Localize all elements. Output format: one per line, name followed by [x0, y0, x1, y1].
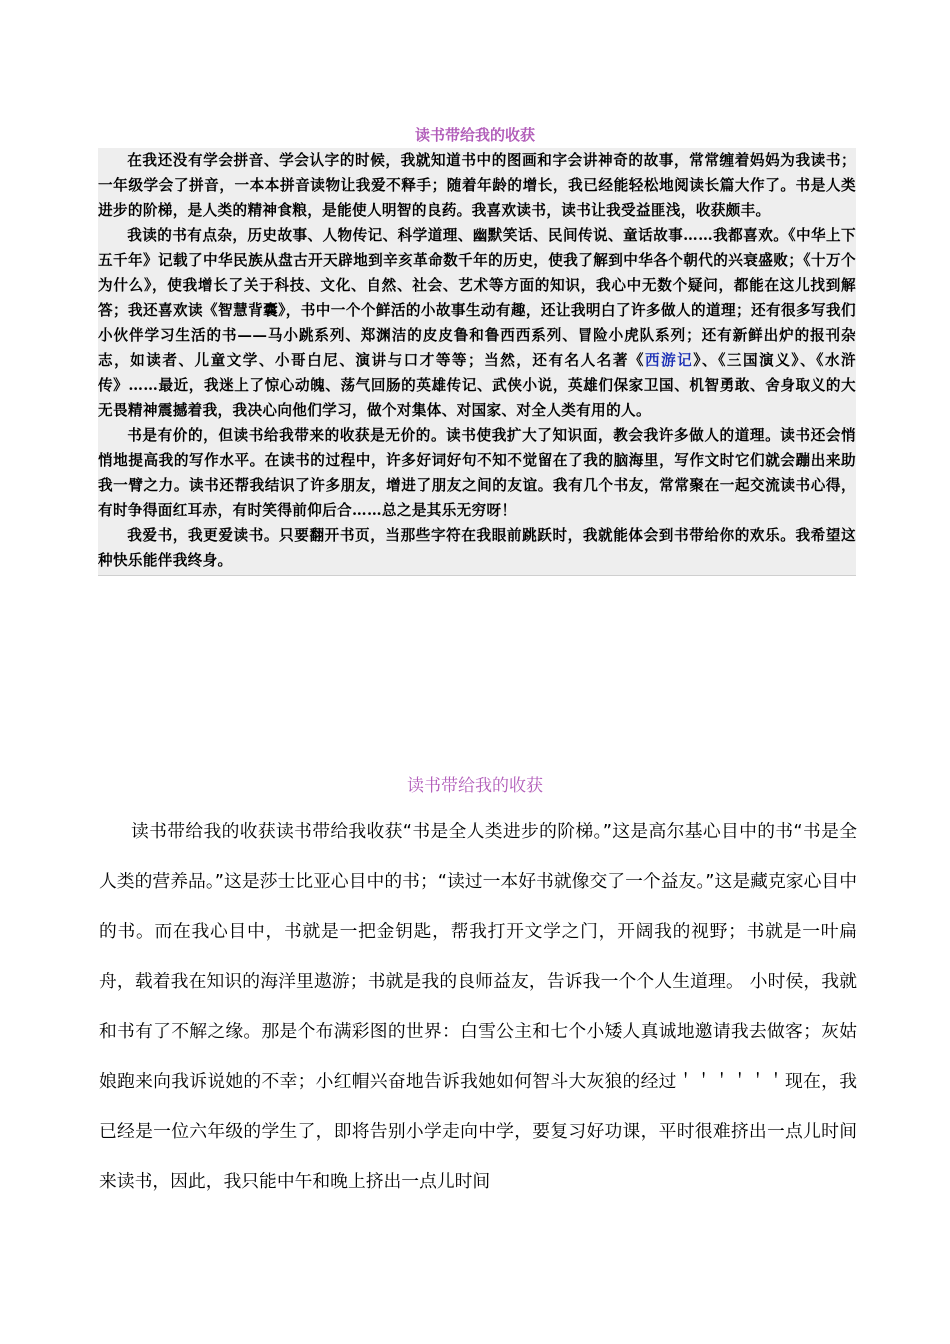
article-1-paragraph-2 — [98, 223, 856, 423]
article-2-title: 读书带给我的收获 — [407, 776, 543, 796]
article-1-p2-before-link: 我读的书有点杂，历史故事、人物传记、科学道理、幽默笑话、民间传说、童话故事……我都喜欢。《中华上下五千年》记载了中华民族从盘古开天辟地到辛亥革命数千年的历史，使我了解到中华各个朝代的兴衰盛败；《十万个为什么》，使我增长了关于科技、文化、自然、社会、艺术等方面的知识，我心中无数个疑问，都能在这儿找到解答；我还喜欢读《智慧背囊》，书中一个个鲜活的小故事生动有趣，还让我明白了许多做人的道理；还有很多写我们小伙伴学习生活的书——马小跳系列、郑渊洁的皮皮鲁和鲁西西系列、冒险小虎队系列；还有新鲜出炉的报刊杂志，如读者、儿童文学、小哥白尼、演讲与口才等等；当然，还有名人名著《 — [98, 227, 856, 369]
article-1-p2-after-link: 》、《三国演义》、《水浒传》……最近，我迷上了惊心动魄、荡气回肠的英雄传记、武侠小说，英雄们保家卫国、机智勇敢、舍身取义的大无畏精神震撼着我，我决心向他们学习，做个对集体、对国家、对全人类有用的人。 — [98, 352, 856, 419]
xiyouji-link[interactable]: 西游记 — [645, 352, 694, 369]
article-2-paragraph: 读书带给我的收获读书带给我收获“书是全人类进步的阶梯。”这是高尔基心目中的书“书是全人类的营养品。”这是莎士比亚心目中的书；“读过一本好书就像交了一个益友。”这是藏克家心目中的书。而在我心目中，书就是一把金钥匙，帮我打开文学之门，开阔我的视野；书就是一叶扁舟，载着我在知识的海洋里遨游；书就是我的良师益友，告诉我一个个人生道理。 小时侯，我就和书有了不解之缘。那是个布满彩图的世界：白雪公主和七个小矮人真诚地邀请我去做客；灰姑娘跑来向我诉说她的不幸；小红帽兴奋地告诉我她如何智斗大灰狼的经过＇＇＇＇＇＇现在，我已经是一位六年级的学生了，即将告别小学走向中学，要复习好功课，平时很难挤出一点儿时间来读书，因此，我只能中午和晚上挤出一点儿时间 — [99, 821, 857, 1192]
article-1-paragraph-1: 在我还没有学会拼音、学会认字的时候，我就知道书中的图画和字会讲神奇的故事，常常缠着妈妈为我读书；一年级学会了拼音，一本本拼音读物让我爱不释手；随着年龄的增长，我已经能轻松地阅读长篇大作了。书是人类进步的阶梯，是人类的精神食粮，是能使人明智的良药。我喜欢读书，读书让我受益匪浅，收获颇丰。 — [98, 152, 856, 219]
article-1-title: 读书带给我的收获 — [414, 126, 535, 144]
article-1-paragraph-3: 书是有价的，但读书给我带来的收获是无价的。读书使我扩大了知识面，教会我许多做人的道理。读书还会悄悄地提高我的写作水平。在读书的过程中，许多好词好句不知不觉留在了我的脑海里，写作文时它们就会蹦出来助我一臂之力。读书还帮我结识了许多朋友，增进了朋友之间的友谊。我有几个书友，常常聚在一起交流读书心得，有时争得面红耳赤，有时笑得前仰后合……总之是其乐无穷呀！ — [98, 427, 856, 519]
article-2-body — [99, 807, 857, 1207]
article-1-paragraph-4: 我爱书，我更爱读书。只要翻开书页，当那些字符在我眼前跳跃时，我就能体会到书带给你的欢乐。我希望这种快乐能伴我终身。 — [98, 527, 856, 569]
article-1-body — [98, 148, 856, 576]
